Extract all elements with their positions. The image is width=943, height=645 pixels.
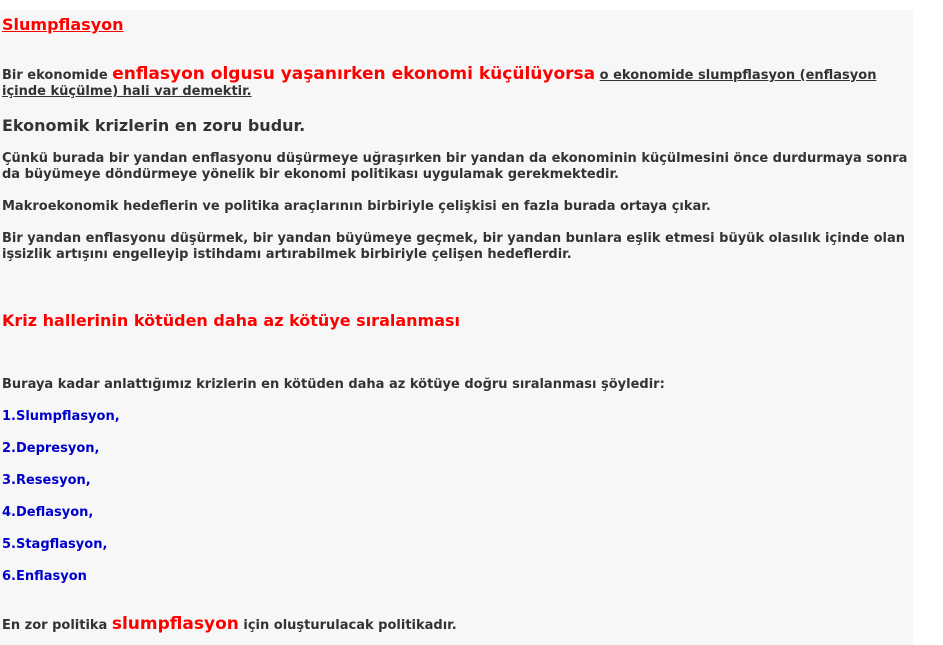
list-item: 4.Deflasyon, [2, 505, 94, 520]
list-item: 3.Resesyon, [2, 473, 91, 488]
subtitle: Ekonomik krizlerin en zoru budur. [2, 116, 306, 135]
list-item: 1.Slumpflasyon, [2, 409, 120, 424]
conclusion-highlight: slumpflasyon [111, 614, 239, 634]
section-heading: Kriz hallerinin kötüden daha az kötüye sıralanması [2, 311, 461, 330]
paragraph-2: Makroekonomik hedeflerin ve politika araçlarının birbiriyle çelişkisi en fazla burada ortaya çıkar. [2, 199, 711, 214]
article-title-link[interactable]: Slumpflasyon [2, 15, 124, 34]
crisis-ranking-list [2, 409, 120, 601]
intro-underlined-text: o ekonomide slumpflasyon (enflasyon içinde küçülme) hali var demektir. [2, 68, 877, 99]
conclusion-prefix: En zor politika [2, 618, 112, 633]
list-item: 2.Depresyon, [2, 441, 100, 456]
conclusion-paragraph [2, 616, 457, 634]
list-intro: Buraya kadar anlattığımız krizlerin en kötüden daha az kötüye doğru sıralanması şöyledir: [2, 377, 665, 392]
paragraph-1: Çünkü burada bir yandan enflasyonu düşürmeye uğraşırken bir yandan da ekonominin küçülmesini önce durdurmaya sonra da büyümeye döndürmeye yönelik bir ekonomi politikası uygulamak gerekmektedir. [2, 151, 908, 182]
intro-highlight: enflasyon olgusu yaşanırken ekonomi küçülüyorsa [112, 64, 596, 84]
intro-prefix: Bir ekonomide [2, 68, 113, 83]
list-item: 5.Stagflasyon, [2, 537, 108, 552]
conclusion-suffix: için oluşturulacak politikadır. [238, 618, 457, 633]
paragraph-3: Bir yandan enflasyonu düşürmek, bir yandan büyümeye geçmek, bir yandan bunlara eşlik etmesi büyük olasılık içinde olan işsizlik artışını engelleyip istihdamı artırabilmek birbiriyle çelişen hedeflerdir. [2, 231, 905, 262]
intro-paragraph [2, 66, 907, 100]
list-item: 6.Enflasyon [2, 569, 87, 584]
article-panel [0, 10, 913, 645]
